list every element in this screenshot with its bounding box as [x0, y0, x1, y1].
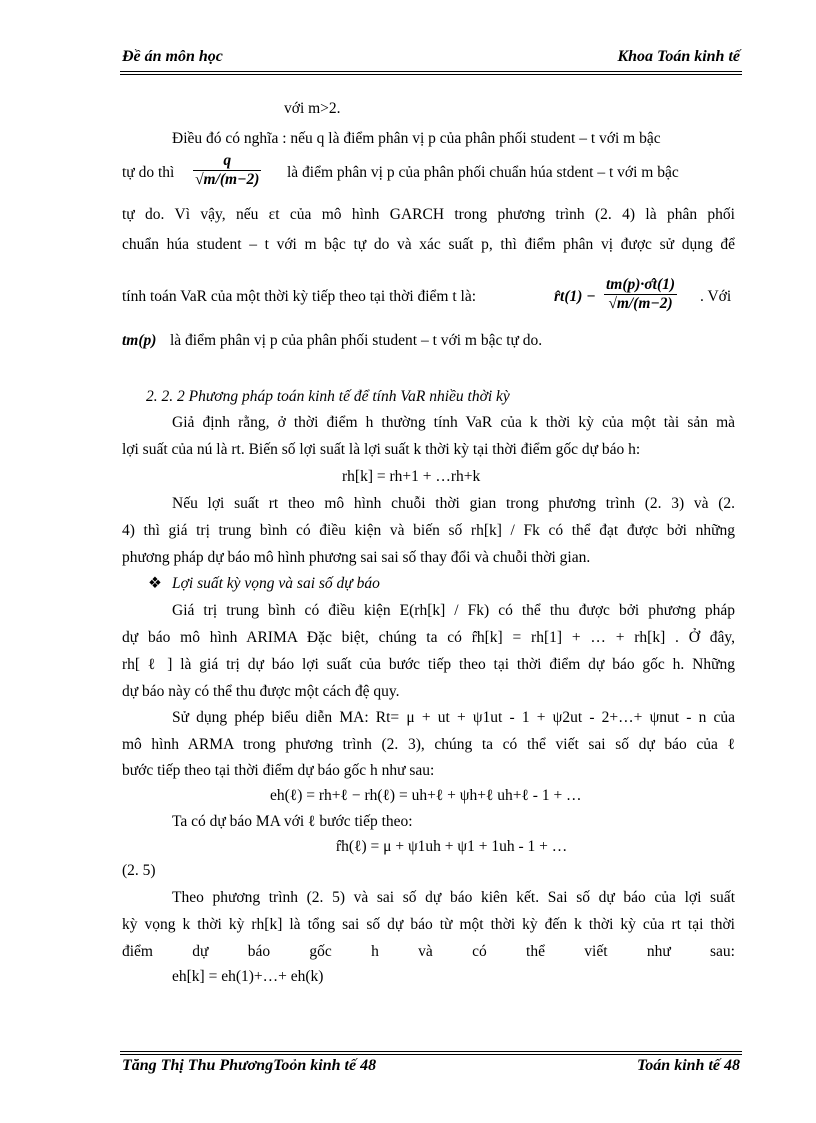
header-left: Đề án môn học	[122, 48, 223, 65]
equation: rh[k] = rh+1 + …rh+k	[342, 468, 481, 485]
body-line: Giá trị trung bình có điều kiện E(rh[k] / Fk) có thể thu được bởi phương pháp	[172, 602, 735, 619]
fraction-1	[193, 152, 261, 189]
body-line: với m>2.	[284, 100, 341, 117]
body-line: Ta có dự báo MA với ℓ bước tiếp theo:	[172, 813, 413, 830]
fraction-2	[604, 276, 677, 313]
body-line: là điểm phân vị p của phân phối student – t với m bậc tự do.	[170, 332, 543, 349]
header-right: Khoa Toán kinh tế	[617, 48, 740, 65]
math-expression: tm(p)	[122, 332, 157, 349]
body-line: kỳ vọng k thời kỳ rh[k] là tổng sai số dự báo từ một thời kỳ đến k thời kỳ của rt tại thời	[122, 916, 735, 933]
body-line: rh[ ℓ ] là giá trị dự báo lợi suất của bước tiếp theo tại thời điểm dự báo gốc h. Những	[122, 656, 735, 673]
body-line: bước tiếp theo tại thời điểm dự báo gốc h như sau:	[122, 762, 435, 779]
header-rule	[120, 71, 742, 72]
section-heading: 2. 2. 2 Phương pháp toán kinh tế để tính VaR nhiều thời kỳ	[146, 388, 510, 405]
body-line: tự do thì	[122, 164, 175, 181]
body-line: Điều đó có nghĩa : nếu q là điểm phân vị p của phân phối student – t với m bậc	[172, 130, 661, 147]
body-line: (2. 5)	[122, 862, 156, 879]
fraction-2-denominator: √m/(m−2)	[608, 295, 673, 312]
equation: r̂h(ℓ) = μ + ψ1uh + ψ1 + 1uh - 1 + …	[336, 838, 568, 855]
body-line: . Với	[700, 288, 732, 305]
header-rule-2	[120, 74, 742, 75]
body-line: chuẩn húa student – t với m bậc tự do và xác suất p, thì điểm phân vị được sử dụng để	[122, 236, 735, 253]
fraction-1-numerator: q	[193, 152, 261, 171]
body-line: dự báo này có thể thu được một cách đệ quy.	[122, 683, 400, 700]
subsection-heading: Lợi suất kỳ vọng và sai số dự báo	[172, 575, 380, 592]
body-line: lợi suất của nú là rt. Biến số lợi suất là lợi suất k thời kỳ tại thời điểm gốc dự báo h:	[122, 441, 641, 458]
footer-rule	[120, 1051, 742, 1052]
body-line: mô hình ARMA trong phương trình (2. 3), chúng ta có thể viết sai số dự báo của ℓ	[122, 736, 735, 753]
footer-left: Tăng Thị Thu PhươngToỏn kinh tế 48	[122, 1057, 377, 1074]
equation: eh[k] = eh(1)+…+ eh(k)	[172, 968, 324, 985]
body-line: Theo phương trình (2. 5) và sai số dự báo kiên kết. Sai số dự báo của lợi suất	[172, 889, 735, 906]
body-line: phương pháp dự báo mô hình phương sai sai số thay đổi và chuỗi thời gian.	[122, 549, 591, 566]
body-line: tính toán VaR của một thời kỳ tiếp theo tại thời điểm t là:	[122, 288, 477, 305]
body-line: Nếu lợi suất rt theo mô hình chuỗi thời gian trong phương trình (2. 3) và (2.	[172, 495, 735, 512]
body-line: dự báo mô hình ARIMA Đặc biệt, chúng ta có r̂h[k] = rh[1] + … + rh[k] . Ở đây,	[122, 629, 735, 646]
body-line: Sử dụng phép biểu diễn MA: Rt= μ + ut + ψ1ut - 1 + ψ2ut - 2+…+ ψnut - n của	[172, 709, 735, 726]
footer-rule-2	[120, 1054, 742, 1055]
body-line: 4) thì giá trị trung bình có điều kiện và biến số rh[k] / Fk có thể đạt được bởi những	[122, 522, 735, 539]
math-expression: r̂t(1) −	[554, 288, 596, 305]
bullet-icon: ❖	[148, 575, 162, 592]
body-line: tự do. Vì vậy, nếu εt của mô hình GARCH trong phương trình (2. 4) là phân phối	[122, 206, 735, 223]
fraction-2-numerator: tm(p)·σ̂t(1)	[606, 276, 676, 293]
body-line: là điểm phân vị p của phân phối chuẩn húa stdent – t với m bậc	[287, 164, 679, 181]
footer-right: Toán kinh tế 48	[637, 1057, 740, 1074]
fraction-1-denominator: √m/(m−2)	[195, 171, 260, 188]
equation: eh(ℓ) = rh+ℓ − rh(ℓ) = uh+ℓ + ψh+ℓ uh+ℓ - 1 + …	[270, 787, 582, 804]
body-line: điểm dự báo gốc h và có thể viết như sau:	[122, 943, 735, 960]
body-line: Giả định rằng, ở thời điểm h thường tính VaR của k thời kỳ của một tài sản mà	[172, 414, 735, 431]
